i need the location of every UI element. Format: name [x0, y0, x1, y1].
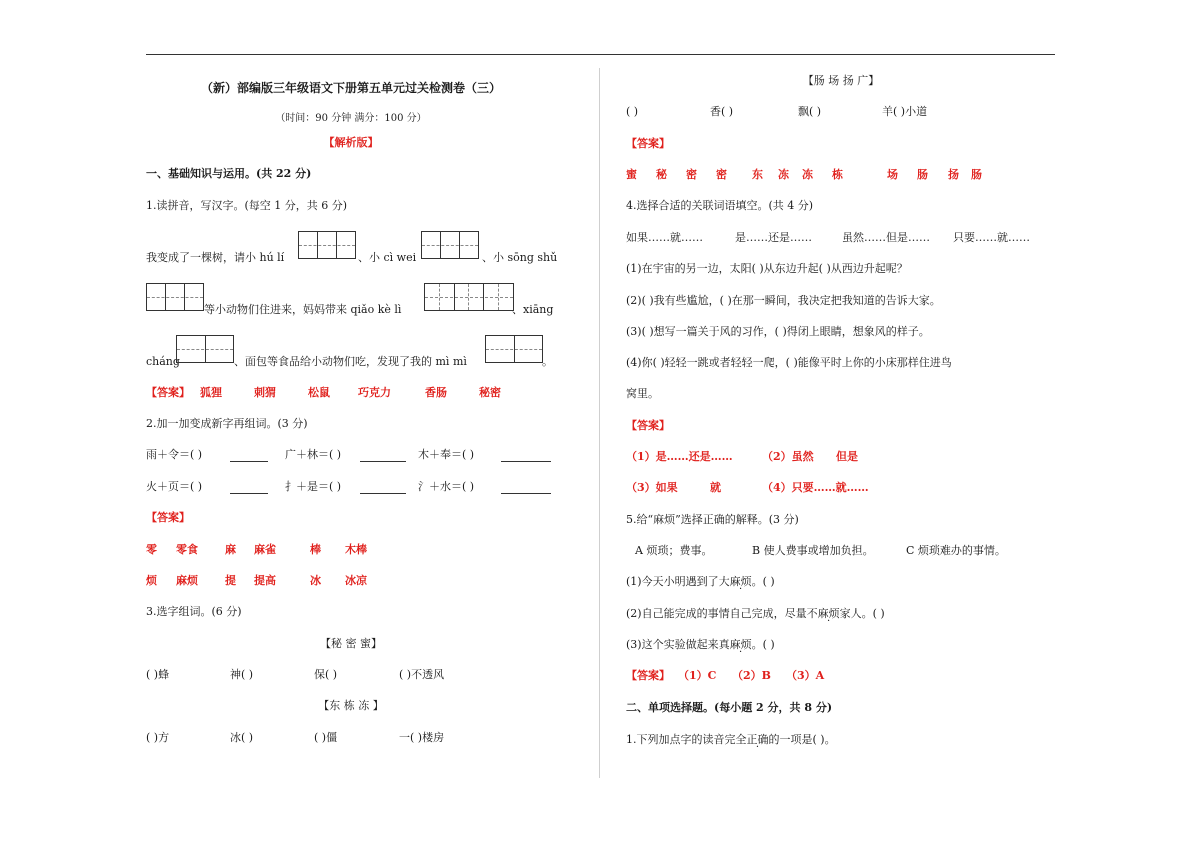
q2-blank[interactable]	[360, 482, 406, 494]
writing-grid-5[interactable]	[176, 335, 234, 363]
q1-text-1b: 、小 cì wei	[358, 251, 417, 264]
q3-g3-item: 飘( )	[798, 105, 822, 118]
q3-answer: 冻	[802, 168, 813, 181]
writing-grid-2[interactable]	[421, 231, 479, 259]
q3-answer: 蜜	[626, 168, 637, 181]
q2-answer: 麻烦	[176, 574, 198, 587]
q2-r1-item-2: 广＋林＝( )	[285, 448, 342, 461]
q1-text-1c: 、小 sōng shǔ	[482, 251, 558, 264]
q5-option: C 烦琐难办的事情。	[906, 544, 1006, 557]
q3-group-3: 【肠 场 扬 广】	[802, 74, 880, 87]
q5-stem: 5.给“麻烦”选择正确的解释。(3 分)	[626, 513, 799, 526]
dotted-word: 正确	[746, 733, 769, 746]
q1-text-3b: 、面包等食品给小动物们吃，发现了我的 mì mì	[234, 355, 467, 368]
q1-answer-2: 刺猬	[254, 386, 276, 399]
q1-answer-6: 秘密	[479, 386, 501, 399]
q2-answer: 零	[146, 543, 157, 556]
q2-blank[interactable]	[230, 450, 268, 462]
q3-g3-item: 羊( )小道	[882, 105, 928, 118]
q3-answer-label: 【答案】	[626, 137, 670, 150]
q4-sentence-3: (3)( )想写一篇关于风的习作，( )得闭上眼睛，想象风的样子。	[626, 325, 930, 338]
q2-answer: 麻	[225, 543, 236, 556]
q4-option: 如果……就……	[626, 231, 703, 244]
q4-sentence-4b: 窝里。	[626, 387, 659, 400]
q3-g1-item: ( )蜂	[146, 668, 170, 681]
q2-r1-item-1: 雨＋令＝( )	[146, 448, 203, 461]
q2-answer: 零食	[176, 543, 198, 556]
page-title: （新）部编版三年级语文下册第五单元过关检测卷（三）	[200, 81, 501, 95]
q2-stem: 2.加一加变成新字再组词。(3 分)	[146, 417, 308, 430]
q2-r2-item-2: 扌＋是＝( )	[285, 480, 342, 493]
q3-g2-item: ( )方	[146, 731, 170, 744]
q2-r1-item-3: 木＋奉＝( )	[418, 448, 475, 461]
section-1-heading: 一、基础知识与运用。(共 22 分)	[146, 167, 312, 180]
q3-g2-item: 冰( )	[230, 731, 254, 744]
q3-answer: 密	[686, 168, 697, 181]
q2-blank[interactable]	[501, 450, 551, 462]
q3-g1-item: 神( )	[230, 668, 254, 681]
q3-stem: 3.选字组词。(6 分)	[146, 605, 242, 618]
q3-answer: 肠	[971, 168, 982, 181]
q2-answer: 提高	[254, 574, 276, 587]
writing-grid-3[interactable]	[146, 283, 204, 311]
version-label: 【解析版】	[323, 136, 379, 149]
q4-sentence-2: (2)( )我有些尴尬，( )在那一瞬间，我决定把我知道的告诉大家。	[626, 294, 941, 307]
q1-answer-label: 【答案】	[146, 386, 190, 399]
q5-option: B 使人费事或增加负担。	[752, 544, 874, 557]
q5-answer: （3）A	[786, 669, 825, 682]
q3-g1-item: ( )不透风	[399, 668, 445, 681]
q4-answer: （3）如果	[626, 481, 678, 494]
q4-sentence-4a: (4)你( )轻轻一跳或者轻轻一爬，( )能像平时上你的小床那样住进鸟	[626, 356, 952, 369]
q5-sentence-2: (2)自己能完成的事情自己完成，尽量不麻烦家人。( )	[626, 607, 885, 620]
q5-answer: （2）B	[732, 669, 771, 682]
q1-answer-3: 松鼠	[308, 386, 330, 399]
q4-stem: 4.选择合适的关联词语填空。(共 4 分)	[626, 199, 814, 212]
q2-answer-label: 【答案】	[146, 511, 190, 524]
dotted-word: 麻烦	[729, 575, 752, 588]
q2-answer: 麻雀	[254, 543, 276, 556]
q3-g3-item: ( )	[626, 105, 639, 118]
q1-text-2b: 、xiāng	[512, 303, 554, 316]
q3-answer: 栋	[832, 168, 843, 181]
q6-stem: 1.下列加点字的读音完全正确的一项是( )。	[626, 733, 836, 746]
dotted-word: 麻烦	[817, 607, 840, 620]
q2-blank[interactable]	[360, 450, 406, 462]
q2-answer: 木棒	[345, 543, 367, 556]
q3-answer: 肠	[917, 168, 928, 181]
q3-answer: 冻	[778, 168, 789, 181]
q3-group-2: 【东 栋 冻 】	[318, 699, 384, 712]
q1-text-3a: cháng	[146, 355, 180, 368]
q1-answer-5: 香肠	[425, 386, 447, 399]
q4-answer: （4）只要……就……	[762, 481, 869, 494]
q3-answer: 东	[752, 168, 763, 181]
q4-answer: （1）是……还是……	[626, 450, 733, 463]
q4-answer: 但是	[836, 450, 858, 463]
q2-answer: 冰凉	[345, 574, 367, 587]
q4-answer: 就	[710, 481, 721, 494]
q3-g2-item: ( )僵	[314, 731, 338, 744]
q2-answer: 冰	[310, 574, 321, 587]
q2-answer: 棒	[310, 543, 321, 556]
column-divider	[599, 68, 600, 778]
q5-sentence-1: (1)今天小明遇到了大麻烦。( )	[626, 575, 775, 588]
q4-sentence-1: (1)在宇宙的另一边，太阳( )从东边升起( )从西边升起呢？	[626, 262, 908, 275]
q1-answer-4: 巧克力	[358, 386, 391, 399]
top-rule	[146, 54, 1055, 55]
writing-grid-6[interactable]	[485, 335, 543, 363]
writing-grid-1[interactable]	[298, 231, 356, 259]
q5-sentence-3: (3)这个实验做起来真麻烦。( )	[626, 638, 775, 651]
q5-answer-label: 【答案】	[626, 669, 670, 682]
q3-answer: 密	[716, 168, 727, 181]
q1-text-1a: 我变成了一棵树，请小 hú lí	[146, 251, 285, 264]
q5-answer: （1）C	[678, 669, 717, 682]
q4-answer: （2）虽然	[762, 450, 814, 463]
q3-answer: 场	[887, 168, 898, 181]
q1-text-2a: 等小动物们住进来，妈妈带来 qiǎo kè lì	[204, 303, 402, 316]
q4-option: 虽然……但是……	[842, 231, 930, 244]
q3-group-1: 【秘 密 蜜】	[320, 637, 382, 650]
section-2-heading: 二、单项选择题。(每小题 2 分，共 8 分)	[626, 701, 833, 714]
exam-meta: （时间：90 分钟 满分：100 分）	[275, 113, 427, 124]
q4-answer-label: 【答案】	[626, 419, 670, 432]
q2-answer: 提	[225, 574, 236, 587]
q3-g1-item: 保( )	[314, 668, 338, 681]
q3-answer: 扬	[948, 168, 959, 181]
writing-grid-4[interactable]	[424, 283, 514, 311]
q1-answer-1: 狐狸	[200, 386, 222, 399]
q5-option: A 烦琐；费事。	[635, 544, 713, 557]
dotted-word: 麻烦	[729, 638, 752, 651]
q1-text-3c: 。	[542, 355, 553, 368]
q2-r2-item-3: 氵＋水＝( )	[418, 480, 475, 493]
q2-answer: 烦	[146, 574, 157, 587]
q3-g3-item: 香( )	[710, 105, 734, 118]
q1-stem: 1.读拼音，写汉字。(每空 1 分，共 6 分)	[146, 199, 348, 212]
q2-blank[interactable]	[501, 482, 551, 494]
q3-answer: 秘	[656, 168, 667, 181]
q4-option: 只要……就……	[953, 231, 1030, 244]
q2-blank[interactable]	[230, 482, 268, 494]
q2-r2-item-1: 火＋页＝( )	[146, 480, 203, 493]
q4-option: 是……还是……	[735, 231, 812, 244]
q3-g2-item: 一( )楼房	[399, 731, 445, 744]
